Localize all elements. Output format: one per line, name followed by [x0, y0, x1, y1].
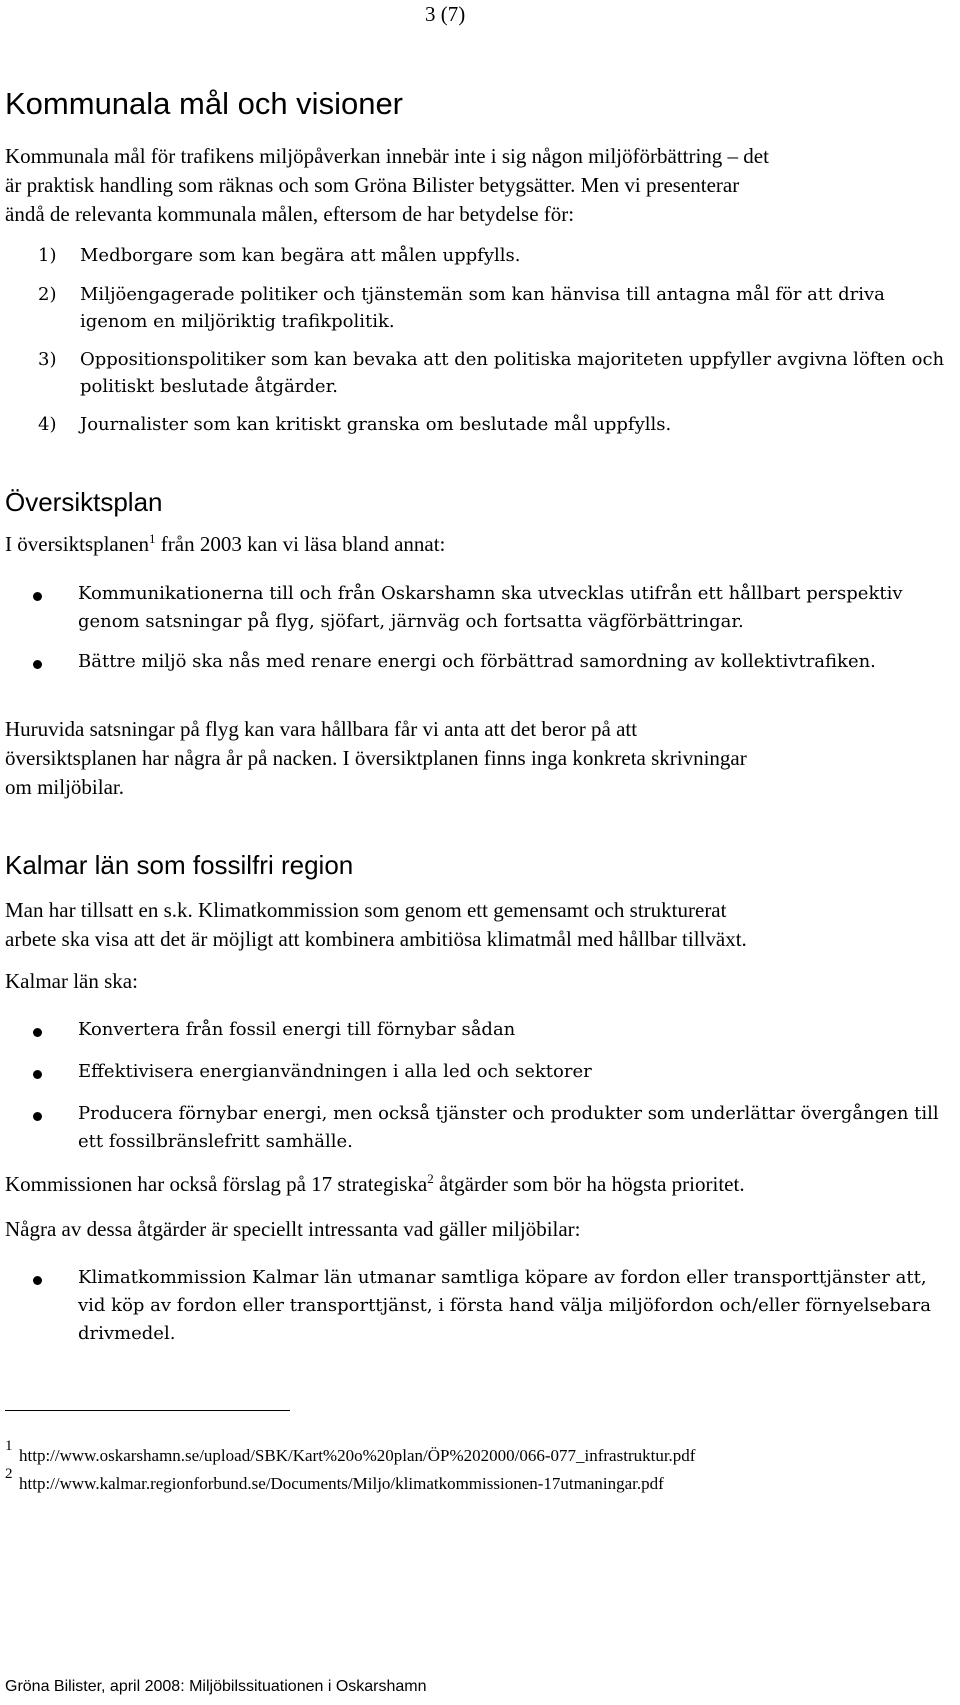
- bullet-text: Klimatkommission Kalmar län utmanar samtliga köpare av fordon eller transporttjänster att, vid köp av fordon eller transporttjänst, i första hand välja miljöfordon och/eller förnyelsebara drivmedel.: [78, 1267, 931, 1344]
- closing-line: översiktsplanen har några år på nacken. I översiktplanen finns inga konkreta skrivningar: [5, 746, 747, 770]
- bullet-dot-icon: [33, 1276, 42, 1285]
- section-closing: [5, 715, 957, 802]
- bullet-dot-icon: [33, 1070, 42, 1079]
- numbered-item: [38, 281, 953, 335]
- section-heading-oversiktsplan: Översiktsplan: [5, 487, 163, 517]
- bullet-text: Producera förnybar energi, men också tjänster och produkter som underlättar övergången till ett fossilbränslefritt samhälle.: [78, 1103, 939, 1152]
- bullet-item: [33, 648, 953, 676]
- intro-text: I översiktsplanen: [5, 532, 150, 556]
- footnote-mark: 1: [5, 1438, 13, 1454]
- item-number: 4): [38, 414, 57, 435]
- closing-line: om miljöbilar.: [5, 775, 124, 799]
- item-number: 3): [38, 349, 57, 370]
- bullet-dot-icon: [33, 592, 42, 601]
- bullet-text: Kommunikationerna till och från Oskarshamn ska utvecklas utifrån ett hållbart perspektiv genom satsningar på flyg, sjöfart, järnväg och fortsatta vägförbättringar.: [78, 583, 903, 632]
- section-intro: [5, 896, 957, 954]
- section-heading-kommunala-mal: Kommunala mål och visioner: [5, 86, 404, 121]
- item-text: Oppositionspolitiker som kan bevaka att den politiska majoriteten uppfyller avgivna löften och politiskt beslutade åtgärder.: [80, 349, 945, 397]
- numbered-item: [38, 411, 953, 438]
- item-text: Miljöengagerade politiker och tjänstemän som kan hänvisa till antagna mål för att driva igenom en miljöriktig trafikpolitik.: [80, 284, 885, 332]
- footnote-ref: 1: [149, 531, 156, 546]
- footnote: [5, 1466, 664, 1494]
- page-number: 3 (7): [425, 2, 466, 26]
- item-number: 1): [38, 245, 57, 266]
- bullet-item: [33, 1016, 953, 1044]
- footnote-link[interactable]: http://www.oskarshamn.se/upload/SBK/Kart%20o%20plan/ÖP%202000/066-077_infrastruktur.pdf: [19, 1446, 696, 1465]
- bullet-text: Effektivisera energianvändningen i alla led och sektorer: [78, 1061, 592, 1082]
- bullet-dot-icon: [33, 1028, 42, 1037]
- bullet-dot-icon: [33, 1112, 42, 1121]
- footnote-divider: [5, 1410, 290, 1411]
- closing-line: Huruvida satsningar på flyg kan vara hållbara får vi anta att det beror på att: [5, 717, 638, 741]
- intro-line: Man har tillsatt en s.k. Klimatkommission som genom ett gemensamt och strukturerat: [5, 898, 727, 922]
- proposal-text: åtgärder som bör ha högsta prioritet.: [433, 1172, 745, 1196]
- relevant-paragraph: Några av dessa åtgärder är speciellt intressanta vad gäller miljöbilar:: [5, 1217, 581, 1241]
- item-text: Medborgare som kan begära att målen uppfylls.: [80, 245, 521, 266]
- section-intro: [5, 530, 957, 559]
- intro-line: Kommunala mål för trafikens miljöpåverkan innebär inte i sig någon miljöförbättring – det: [5, 144, 769, 168]
- bullet-item: [33, 580, 953, 636]
- numbered-item: [38, 242, 953, 269]
- bullet-text: Bättre miljö ska nås med renare energi och förbättrad samordning av kollektivtrafiken.: [78, 651, 876, 672]
- bullet-item: [33, 1100, 953, 1156]
- bullet-item: [33, 1264, 953, 1348]
- item-number: 2): [38, 284, 57, 305]
- item-text: Journalister som kan kritiskt granska om beslutade mål uppfylls.: [80, 414, 672, 435]
- numbered-item: [38, 346, 953, 400]
- page-footer: Gröna Bilister, april 2008: Miljöbilssituationen i Oskarshamn: [5, 1678, 427, 1695]
- intro-line: är praktisk handling som räknas och som Gröna Bilister betygsätter. Men vi presenterar: [5, 173, 740, 197]
- section-intro: [5, 142, 957, 229]
- intro-line: arbete ska visa att det är möjligt att kombinera ambitiösa klimatmål med hållbar tillväxt.: [5, 927, 747, 951]
- footnote-ref: 2: [427, 1171, 434, 1186]
- proposal-text: Kommissionen har också förslag på 17 strategiska: [5, 1172, 428, 1196]
- list-lead: Kalmar län ska:: [5, 969, 138, 993]
- footnote: [5, 1438, 696, 1466]
- footnote-link[interactable]: http://www.kalmar.regionforbund.se/Documents/Miljo/klimatkommissionen-17utmaningar.pdf: [19, 1474, 664, 1493]
- bullet-item: [33, 1058, 953, 1086]
- proposal-paragraph: [5, 1170, 957, 1199]
- bullet-dot-icon: [33, 660, 42, 669]
- section-heading-kalmar-lan: Kalmar län som fossilfri region: [5, 850, 354, 880]
- intro-text: från 2003 kan vi läsa bland annat:: [155, 532, 446, 556]
- footnote-mark: 2: [5, 1466, 13, 1482]
- bullet-text: Konvertera från fossil energi till förnybar sådan: [78, 1019, 516, 1040]
- intro-line: ändå de relevanta kommunala målen, eftersom de har betydelse för:: [5, 202, 575, 226]
